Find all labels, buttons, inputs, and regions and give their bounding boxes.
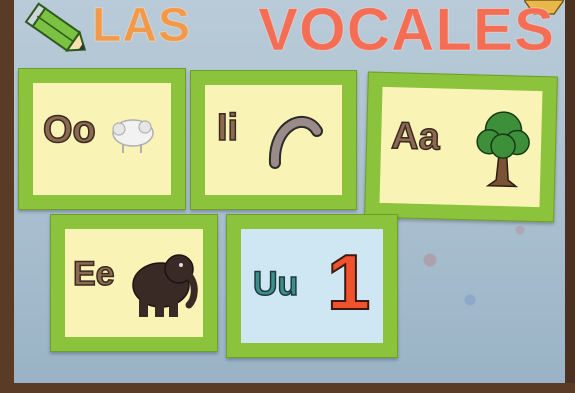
card-o-inner <box>33 83 171 195</box>
tree-icon <box>472 105 534 191</box>
sheep-icon <box>105 113 161 157</box>
card-o-letters: Oo <box>43 109 96 151</box>
card-u-inner <box>241 229 383 343</box>
door-frame-left <box>0 0 14 393</box>
card-a-letters: Aa <box>390 115 441 159</box>
arch-icon <box>265 105 325 169</box>
card-u <box>226 214 398 358</box>
card-i-letters: Ii <box>217 107 239 149</box>
card-i <box>190 70 357 210</box>
elephant-icon <box>125 245 201 321</box>
number-one-icon: 1 <box>327 238 371 326</box>
card-e-inner <box>65 229 203 337</box>
card-a-inner <box>380 87 543 207</box>
title-word-las: LAS <box>92 0 191 52</box>
card-e <box>50 214 218 352</box>
door-frame-bottom <box>0 383 575 393</box>
card-i-inner <box>205 85 342 195</box>
card-o <box>18 68 186 210</box>
card-a <box>364 72 558 223</box>
card-e-letters: Ee <box>73 255 115 293</box>
title-word-vocales: VOCALES <box>258 0 556 63</box>
card-u-letters: Uu <box>253 265 299 303</box>
door-frame-right <box>565 0 575 393</box>
pencil-icon <box>22 0 94 64</box>
